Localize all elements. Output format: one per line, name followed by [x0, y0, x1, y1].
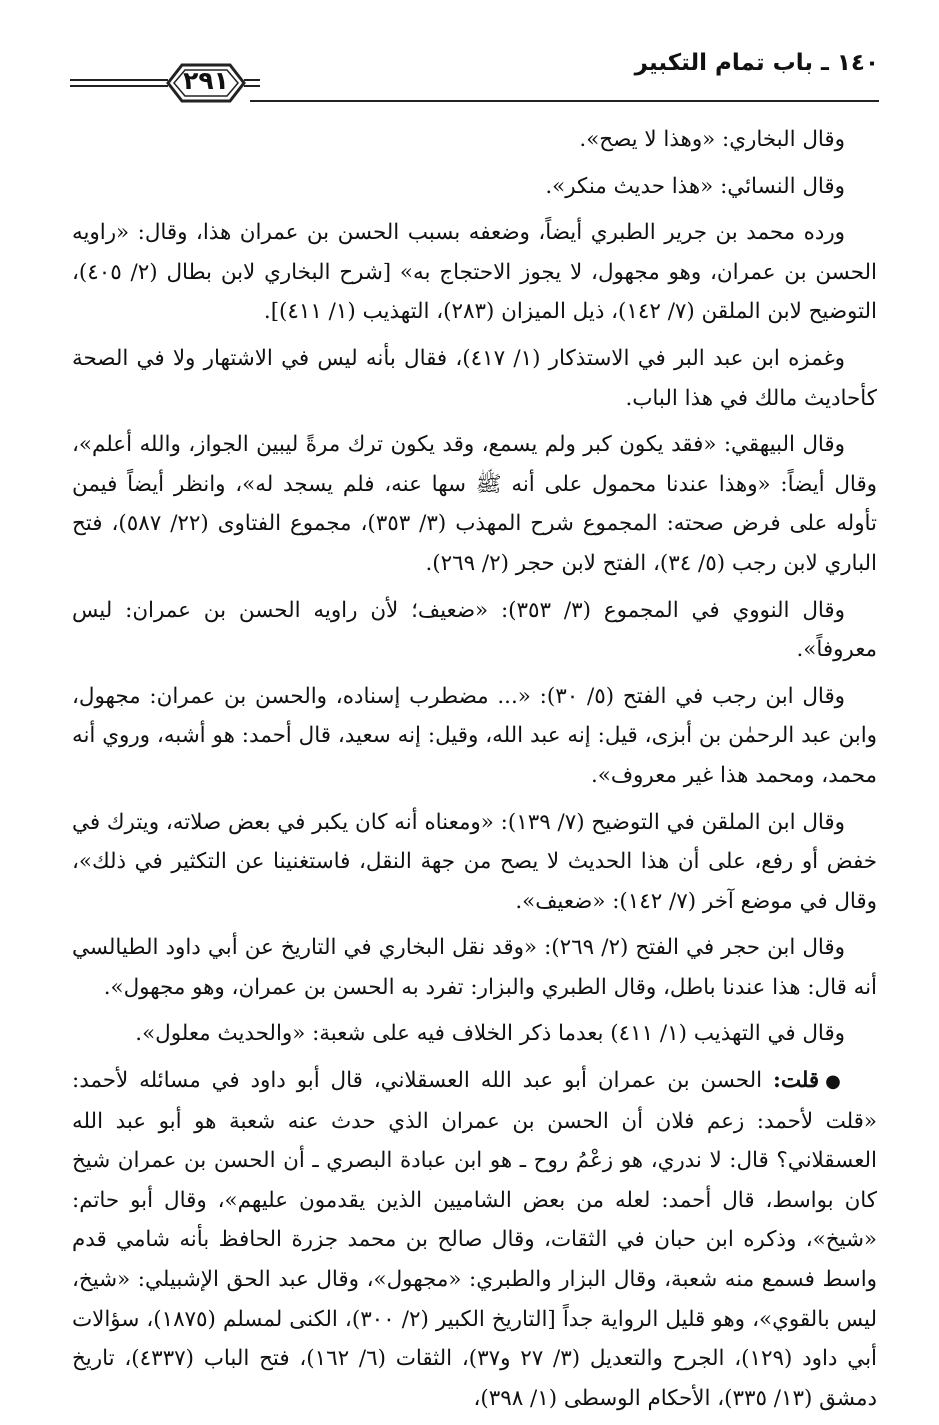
page-number: ٢٩١ — [183, 66, 229, 95]
paragraph: وقال ابن رجب في الفتح (٥/ ٣٠): «... مضطرب إسناده، والحسن بن عمران: مجهول، وابن عبد الرحمٰن بن أبزى، قيل: إنه عبد الله، وقيل: إنه سعيد، قال أحمد: هو أشبه، وروي أنه محمد، ومحمد هذا غير معروف». — [72, 683, 877, 788]
paragraph: وقال النسائي: «هذا حديث منكر». — [545, 173, 845, 199]
paragraph: وغمزه ابن عبد البر في الاستذكار (١/ ٤١٧)، فقال بأنه ليس في الاشتهار ولا في الصحة كأحاديث مالك في هذا الباب. — [72, 345, 877, 411]
paragraph: ورده محمد بن جرير الطبري أيضاً، وضعفه بسبب الحسن بن عمران هذا، وقال: «راويه الحسن بن عمران، وهو مجهول، لا يجوز الاحتجاج به» [شرح البخاري لابن بطال (٢/ ٤٠٥)، التوضيح لابن الملقن (٧/ ١٤٢)، ذيل الميزان (٢٨٣)، التهذيب (١/ ٤١١)]. — [72, 220, 877, 325]
page-header — [70, 42, 879, 112]
paragraph-note — [72, 1061, 877, 1418]
paragraph: وقال البيهقي: «فقد يكون كبر ولم يسمع، وقد يكون ترك مرةً ليبين الجواز، والله أعلم»، وقال أيضاً: «وهذا عندنا محمول على أنه ﷺ سها عنه، فلم يسجد له»، وانظر أيضاً فيمن تأوله على فرض صحته: المجموع شرح المهذب (٣/ ٣٥٣)، مجموع الفتاوى (٢٢/ ٥٨٧)، فتح الباري لابن رجب (٥/ ٣٤)، الفتح لابن حجر (٢/ ٢٦٩). — [72, 432, 877, 576]
note-label: قلت: — [772, 1068, 820, 1094]
bullet-icon: ● — [825, 1071, 845, 1093]
page-body — [72, 120, 877, 1425]
paragraph: وقال ابن حجر في الفتح (٢/ ٢٦٩): «وقد نقل البخاري في التاريخ عن أبي داود الطيالسي أنه قال: هذا عندنا باطل، وقال الطبري والبزار: تفرد به الحسن بن عمران، وهو مجهول». — [72, 935, 877, 1000]
page-number-frame — [70, 60, 260, 110]
paragraph: وقال في التهذيب (١/ ٤١١) بعدما ذكر الخلاف فيه على شعبة: «والحديث معلول». — [135, 1021, 845, 1047]
chapter-title: ١٤٠ ـ باب تمام التكبير — [634, 50, 879, 76]
paragraph: وقال ابن الملقن في التوضيح (٧/ ١٣٩): «ومعناه أنه كان يكبر في بعض صلاته، ويترك في خفض أو رفع، على أن هذا الحديث لا يصح من جهة النقل، فاستغنينا عن التكثير في ذلك»، وقال في موضع آخر (٧/ ١٤٢): «ضعيف». — [72, 809, 877, 914]
header-rule — [250, 100, 879, 102]
paragraph: وقال النووي في المجموع (٣/ ٣٥٣): «ضعيف؛ لأن راويه الحسن بن عمران: ليس معروفاً». — [72, 597, 877, 663]
note-text: الحسن بن عمران أبو عبد الله العسقلاني، قال أبو داود في مسائله لأحمد: «قلت لأحمد: زعم فلان أن الحسن بن عمران الذي حدث عنه شعبة هو أبو عبد الله العسقلاني؟ قال: لا ندري، هو زعْمُ روح ـ هو ابن عبادة البصري ـ أن الحسن بن عمران شيخ كان بواسط، قال أحمد: لعله من بعض الشاميين الذين يقدمون عليهم»، وقال أبو حاتم: «شيخ»، وذكره ابن حبان في الثقات، وقال صالح بن محمد جزرة الحافظ بأنه شامي قدم واسط فسمع منه شعبة، وقال البزار والطبري: «مجهول»، وقال عبد الحق الإشبيلي: «شيخ، ليس بالقوي»، وهو قليل الرواية جداً [التاريخ الكبير (٢/ ٣٠٠)، الكنى لمسلم (١٨٧٥)، سؤالات أبي داود (١٢٩)، الجرح والتعديل (٣/ ٢٧ و٣٧)، الثقات (٦/ ١٦٢)، فتح الباب (٤٣٣٧)، تاريخ دمشق (١٣/ ٣٣٥)، الأحكام الوسطى (١/ ٣٩٨)، — [72, 1068, 877, 1411]
paragraph: وقال البخاري: «وهذا لا يصح». — [579, 127, 845, 152]
